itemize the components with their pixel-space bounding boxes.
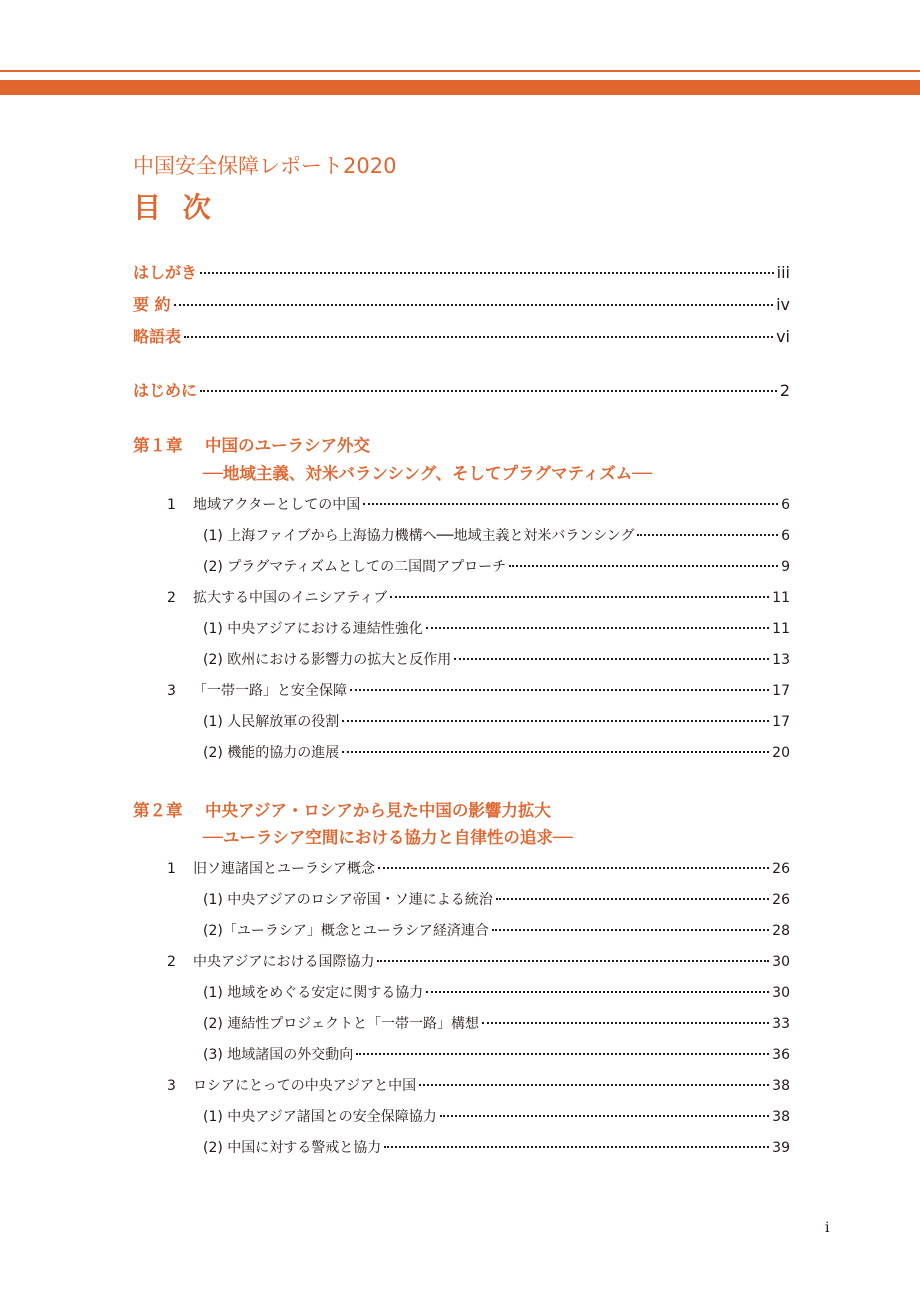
toc-label: 要 約 — [133, 295, 171, 314]
dot-leader — [492, 929, 769, 931]
dot-leader — [496, 898, 769, 900]
toc-page: 26 — [772, 892, 790, 908]
toc-label: (3) 地域諸国の外交動向 — [203, 1047, 354, 1063]
chapter-2-heading[interactable] — [133, 797, 551, 821]
chapter-1-heading[interactable] — [133, 432, 370, 456]
dot-leader — [482, 1022, 769, 1024]
toc-page: iii — [776, 263, 790, 282]
toc-entry[interactable] — [203, 1106, 790, 1126]
dot-leader — [384, 1146, 769, 1148]
toc-entry-abbreviations[interactable] — [133, 324, 790, 347]
toc-entry-summary[interactable] — [133, 292, 790, 315]
toc-page: 17 — [772, 683, 790, 699]
toc-label: 「一帯一路」と安全保障 — [193, 683, 347, 699]
section-number: 1 — [167, 497, 176, 513]
toc-label: (1) 地域をめぐる安定に関する協力 — [203, 985, 424, 1001]
section-number: 3 — [167, 1078, 176, 1094]
toc-label: はじめに — [133, 381, 198, 400]
dot-leader — [390, 596, 769, 598]
dot-leader — [426, 627, 769, 629]
chapter-1-subtitle: ──地域主義、対米バランシング、そしてプラグマティズム── — [203, 464, 653, 483]
page-heading: 目 次 — [133, 191, 217, 224]
toc-entry-introduction[interactable] — [133, 378, 790, 401]
toc-entry[interactable] — [167, 494, 790, 514]
report-title: 中国安全保障レポート2020 — [133, 154, 397, 178]
toc-entry-preface[interactable] — [133, 260, 790, 283]
toc-entry[interactable] — [203, 1137, 790, 1157]
dot-leader — [419, 1084, 769, 1086]
toc-label: (1) 上海ファイブから上海協力機構へ──地域主義と対米バランシング — [203, 528, 635, 544]
toc-page: 26 — [772, 861, 790, 877]
toc-label: はしがき — [133, 263, 198, 282]
toc-page: 28 — [772, 923, 790, 939]
toc-label: (2) 中国に対する警戒と協力 — [203, 1140, 382, 1156]
toc-label: 中央アジアにおける国際協力 — [193, 954, 375, 970]
toc-label: 旧ソ連諸国とユーラシア概念 — [193, 861, 375, 877]
section-number: 3 — [167, 683, 176, 699]
chapter-title: 中国のユーラシア外交 — [205, 436, 370, 455]
toc-label: (1) 中央アジアのロシア帝国・ソ連による統治 — [203, 892, 493, 908]
toc-page: 38 — [772, 1109, 790, 1125]
dot-leader — [174, 304, 774, 306]
dot-leader — [509, 565, 778, 567]
toc-page: vi — [776, 327, 790, 346]
toc-entry[interactable] — [203, 556, 790, 576]
toc-label: (1) 中央アジアにおける連結性強化 — [203, 621, 423, 637]
toc-page: 20 — [772, 745, 790, 761]
toc-entry[interactable] — [203, 1044, 790, 1064]
header-rule-thick — [0, 80, 920, 95]
toc-entry[interactable] — [203, 982, 790, 1002]
toc-label: (1) 人民解放軍の役割 — [203, 714, 340, 730]
page-folio: i — [825, 1220, 830, 1236]
dot-leader — [342, 720, 769, 722]
toc-label: 略語表 — [133, 327, 182, 346]
dot-leader — [454, 658, 769, 660]
toc-page: 6 — [781, 528, 790, 544]
toc-label: (2) 機能的協力の進展 — [203, 745, 340, 761]
toc-label: 拡大する中国のイニシアティブ — [193, 590, 388, 606]
section-number: 2 — [167, 954, 176, 970]
toc-entry[interactable] — [203, 649, 790, 669]
toc-entry[interactable] — [203, 1013, 790, 1033]
toc-entry[interactable] — [167, 951, 790, 971]
toc-page: 2 — [779, 381, 790, 400]
toc-page: iv — [776, 295, 790, 314]
toc-label: ロシアにとっての中央アジアと中国 — [193, 1078, 417, 1094]
chapter-2-subtitle: ──ユーラシア空間における協力と自律性の追求── — [203, 828, 573, 847]
toc-entry[interactable] — [203, 742, 790, 762]
toc-entry[interactable] — [203, 618, 790, 638]
dot-leader — [377, 960, 769, 962]
toc-page: 36 — [772, 1047, 790, 1063]
toc-entry[interactable] — [167, 587, 790, 607]
toc-entry[interactable] — [203, 525, 790, 545]
toc-entry[interactable] — [167, 680, 790, 700]
toc-page: 30 — [772, 954, 790, 970]
toc-page: 39 — [772, 1140, 790, 1156]
section-number: 1 — [167, 861, 176, 877]
toc-label: (2) 欧州における影響力の拡大と反作用 — [203, 652, 452, 668]
toc-page: 9 — [781, 559, 790, 575]
chapter-number: 第１章 — [133, 436, 183, 455]
section-number: 2 — [167, 590, 176, 606]
toc-page: 33 — [772, 1016, 790, 1032]
toc-page: 38 — [772, 1078, 790, 1094]
dot-leader — [356, 1053, 769, 1055]
toc-label: (2)「ユーラシア」概念とユーラシア経済連合 — [203, 923, 489, 939]
toc-page: 13 — [772, 652, 790, 668]
chapter-title: 中央アジア・ロシアから見た中国の影響力拡大 — [205, 801, 551, 820]
toc-label: 地域アクターとしての中国 — [193, 497, 361, 513]
dot-leader — [200, 390, 777, 392]
dot-leader — [350, 689, 769, 691]
toc-page: 11 — [772, 621, 790, 637]
dot-leader — [637, 534, 778, 536]
dot-leader — [378, 867, 769, 869]
dot-leader — [363, 503, 778, 505]
toc-page: 30 — [772, 985, 790, 1001]
toc-label: (2) 連結性プロジェクトと「一帯一路」構想 — [203, 1016, 480, 1032]
toc-page: 11 — [772, 590, 790, 606]
toc-page: 6 — [781, 497, 790, 513]
toc-label: (1) 中央アジア諸国との安全保障協力 — [203, 1109, 437, 1125]
toc-entry[interactable] — [167, 1075, 790, 1095]
toc-page: 17 — [772, 714, 790, 730]
header-rule-thin — [0, 70, 920, 72]
dot-leader — [200, 272, 774, 274]
toc-entry[interactable] — [203, 920, 790, 940]
dot-leader — [342, 751, 769, 753]
dot-leader — [184, 336, 773, 338]
toc-entry[interactable] — [203, 711, 790, 731]
dot-leader — [426, 991, 769, 993]
toc-entry[interactable] — [167, 858, 790, 878]
toc-entry[interactable] — [203, 889, 790, 909]
toc-label: (2) プラグマティズムとしての二国間アプローチ — [203, 559, 507, 575]
dot-leader — [440, 1115, 769, 1117]
chapter-number: 第２章 — [133, 801, 183, 820]
